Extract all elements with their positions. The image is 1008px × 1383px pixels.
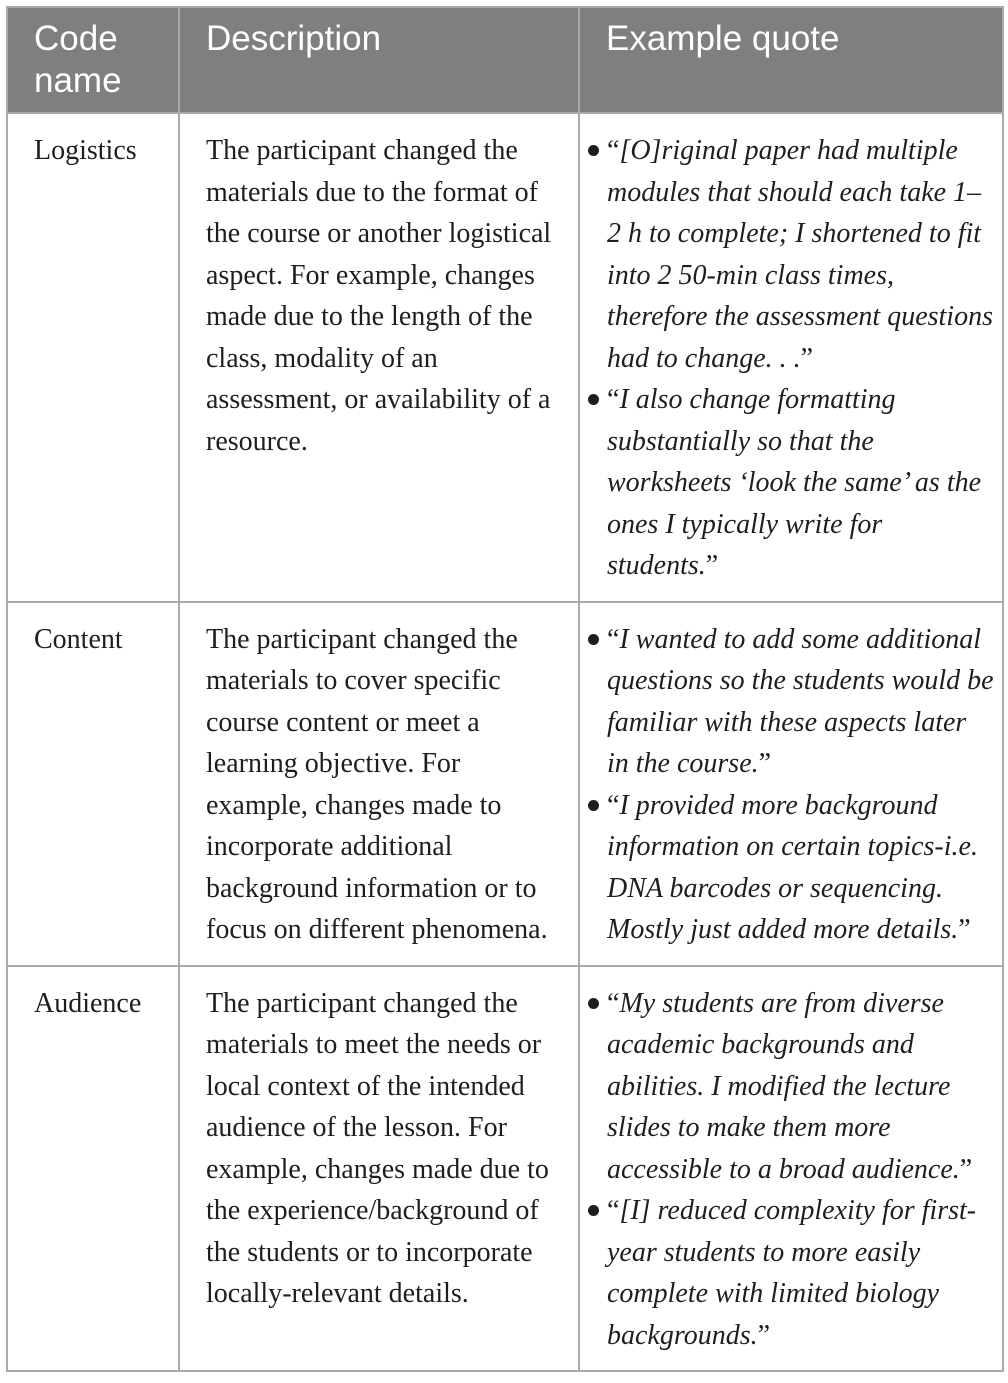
close-quote-mark: ”	[958, 914, 971, 945]
quote-text: I wanted to add some additional questions so the students would be familiar with these aspects later in the course.	[607, 623, 994, 779]
quote-item	[585, 379, 994, 587]
close-quote-mark: ”	[758, 748, 772, 779]
quote-item	[585, 1190, 994, 1356]
table-header	[7, 7, 1003, 113]
quote-text: My students are from diverse academic backgrounds and abilities. I modified the lecture slides to make them more accessible to a broad audience.	[607, 987, 960, 1185]
code-name-cell: Logistics	[7, 113, 179, 602]
bullet-icon	[588, 634, 599, 645]
example-quote-cell	[579, 966, 1003, 1372]
code-name-cell: Content	[7, 602, 179, 966]
quote-list	[585, 130, 994, 587]
close-quote-mark: ”	[705, 550, 719, 581]
quote-text: I also change formatting substantially so that the worksheets ‘look the same’ as the ones I typically write for students.	[607, 384, 982, 581]
bullet-icon	[588, 1205, 599, 1216]
code-name-cell: Audience	[7, 966, 179, 1372]
description-cell: The participant changed the materials to meet the needs or local context of the intended audience of the lesson. For example, changes made due to the experience/background of the students or to incorporate locally-relevant details.	[179, 966, 579, 1372]
quote-item	[585, 130, 994, 379]
bullet-icon	[588, 800, 599, 811]
header-description: Description	[179, 7, 579, 113]
quote-list	[585, 983, 994, 1357]
quote-item	[585, 983, 994, 1191]
description-cell: The participant changed the materials to cover specific course content or meet a learning objective. For example, changes made to incorporate additional background information or to focus on different phenomena.	[179, 602, 579, 966]
quote-text: [I] reduced complexity for first-year students to more easily complete with limited biology backgrounds.	[607, 1195, 977, 1351]
bullet-icon	[588, 394, 599, 405]
description-cell: The participant changed the materials due to the format of the course or another logistical aspect. For example, changes made due to the length of the class, modality of an assessment, or availability of a resource.	[179, 113, 579, 602]
header-code-name: Code name	[7, 7, 179, 113]
bullet-icon	[588, 998, 599, 1009]
bullet-icon	[588, 145, 599, 156]
codebook-table	[6, 6, 1004, 1372]
close-quote-mark: ”	[800, 342, 814, 374]
open-quote-mark: “	[607, 135, 620, 166]
header-example-quote: Example quote	[579, 7, 1003, 113]
quote-item	[585, 619, 994, 785]
table-row	[7, 602, 1003, 966]
table-row	[7, 966, 1003, 1372]
header-row	[7, 7, 1003, 113]
open-quote-mark: “	[607, 987, 620, 1019]
quote-item	[585, 785, 994, 951]
quote-text: I provided more background information on certain topics-i.e. DNA barcodes or sequencing. Mostly just added more details.	[607, 789, 978, 945]
close-quote-mark: ”	[757, 1319, 771, 1351]
example-quote-cell	[579, 113, 1003, 602]
table-body	[7, 113, 1003, 1371]
open-quote-mark: “	[607, 623, 620, 655]
table-row	[7, 113, 1003, 602]
quote-list	[585, 619, 994, 951]
quote-text: [O]riginal paper had multiple modules that should each take 1–2 h to complete; I shortened to fit into 2 50-min class times, therefore the assessment questions had to change. . .	[607, 135, 993, 374]
open-quote-mark: “	[607, 384, 620, 415]
open-quote-mark: “	[607, 789, 620, 821]
example-quote-cell	[579, 602, 1003, 966]
close-quote-mark: ”	[959, 1153, 973, 1185]
open-quote-mark: “	[607, 1195, 620, 1226]
